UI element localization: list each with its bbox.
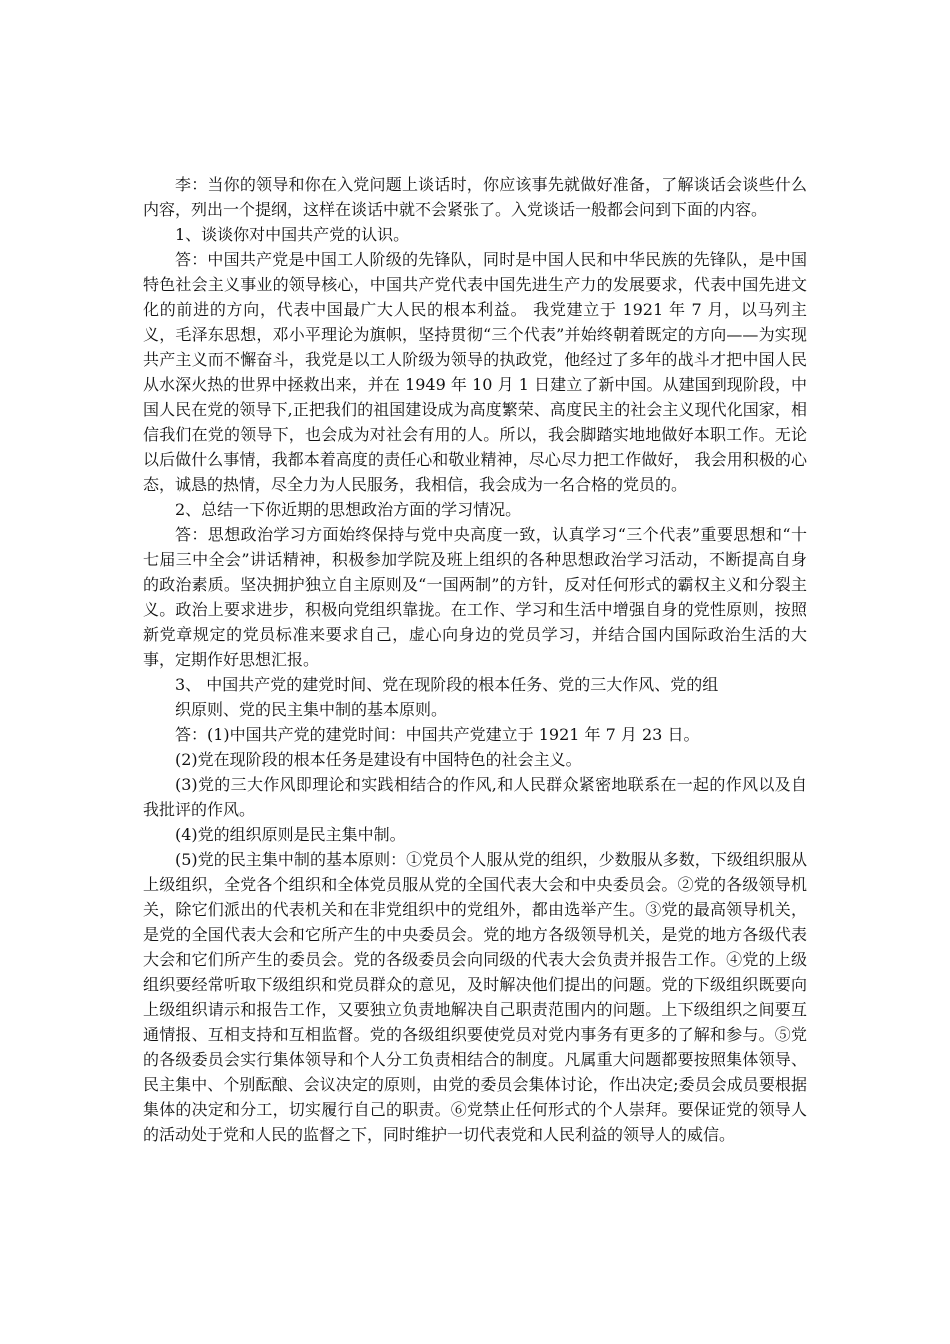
answer-2-paragraph: 答：思想政治学习方面始终保持与党中央高度一致，认真学习“三个代表”重要思想和“十七届三中全会”讲话精神，积极参加学院及班上组织的各种思想政治学习活动，不断提高自身的政治素质。坚决拥护独立自主原则及“一国两制”的方针，反对任何形式的霸权主义和分裂主义。政治上要求进步，积极向党组织靠拢。在工作、学习和生活中增强自身的党性原则，按照新党章规定的党员标准来要求自己，虚心向身边的党员学习，并结合国内国际政治生活的大事，定期作好思想汇报。 <box>143 525 807 669</box>
answer-3-item-2: (2)党在现阶段的根本任务是建设有中国特色的社会主义。 <box>175 750 582 769</box>
intro-paragraph: 李：当你的领导和你在入党问题上谈话时，你应该事先就做好准备，了解谈话会谈些什么内容，列出一个提纲，这样在谈话中就不会紧张了。入党谈话一般都会问到下面的内容。 <box>143 175 807 219</box>
question-1-heading: 1、谈谈你对中国共产党的认识。 <box>175 225 410 244</box>
answer-3-item-1: 答：(1)中国共产党的建党时间：中国共产党建立于 1921 年 7 月 23 日。 <box>175 725 700 744</box>
answer-3-item-4: (4)党的组织原则是民主集中制。 <box>175 825 406 844</box>
answer-1-paragraph: 答：中国共产党是中国工人阶级的先锋队，同时是中国人民和中华民族的先锋队，是中国特色社会主义事业的领导核心，中国共产党代表中国先进生产力的发展要求，代表中国先进文化的前进的方向，代表中国最广大人民的根本利益。 我党建立于 1921 年 7 月，以马列主义，毛泽东思想，邓小平理论为旗帜，坚持贯彻“三个代表”并始终朝着既定的方向——为实现共产主义而不懈奋斗，我党是以工人阶级为领导的执政党，他经过了多年的战斗才把中国人民从水深火热的世界中拯救出来，并在 1949 年 10 月 1 日建立了新中国。从建国到现阶段，中国人民在党的领导下,正把我们的祖国建设成为高度繁荣、高度民主的社会主义现代化国家，相信我们在党的领导下，也会成为对社会有用的人。所以，我会脚踏实地地做好本职工作。无论以后做什么事情，我都本着高度的责任心和敬业精神，尽心尽力把工作做好， 我会用积极的心态，诚恳的热情，尽全力为人民服务，我相信，我会成为一名合格的党员的。 <box>143 250 807 494</box>
answer-3-item-3: (3)党的三大作风即理论和实践相结合的作风,和人民群众紧密地联系在一起的作风以及自我批评的作风。 <box>143 775 807 819</box>
question-3-heading: 3、 中国共产党的建党时间、党在现阶段的根本任务、党的三大作风、党的组 <box>175 675 719 694</box>
answer-3-item-5: (5)党的民主集中制的基本原则：①党员个人服从党的组织，少数服从多数，下级组织服从上级组织，全党各个组织和全体党员服从党的全国代表大会和中央委员会。②党的各级领导机关，除它们派出的代表机关和在非党组织中的党组外，都由选举产生。③党的最高领导机关，是党的全国代表大会和它所产生的中央委员会。党的地方各级领导机关，是党的地方各级代表大会和它们所产生的委员会。党的各级委员会向同级的代表大会负责并报告工作。④党的上级组织要经常听取下级组织和党员群众的意见，及时解决他们提出的问题。党的下级组织既要向上级组织请示和报告工作，又要独立负责地解决自己职责范围内的问题。上下级组织之间要互通情报、互相支持和互相监督。党的各级组织要使党员对党内事务有更多的了解和参与。⑤党的各级委员会实行集体领导和个人分工负责相结合的制度。凡属重大问题都要按照集体领导、民主集中、个别酝酿、会议决定的原则，由党的委员会集体讨论，作出决定;委员会成员要根据集体的决定和分工，切实履行自己的职责。⑥党禁止任何形式的个人崇拜。要保证党的领导人的活动处于党和人民的监督之下，同时维护一切代表党和人民利益的领导人的威信。 <box>143 850 807 1144</box>
document-body <box>143 172 807 1147</box>
question-3-heading-continuation: 织原则、党的民主集中制的基本原则。 <box>175 700 448 719</box>
question-2-heading: 2、总结一下你近期的思想政治方面的学习情况。 <box>175 500 522 519</box>
